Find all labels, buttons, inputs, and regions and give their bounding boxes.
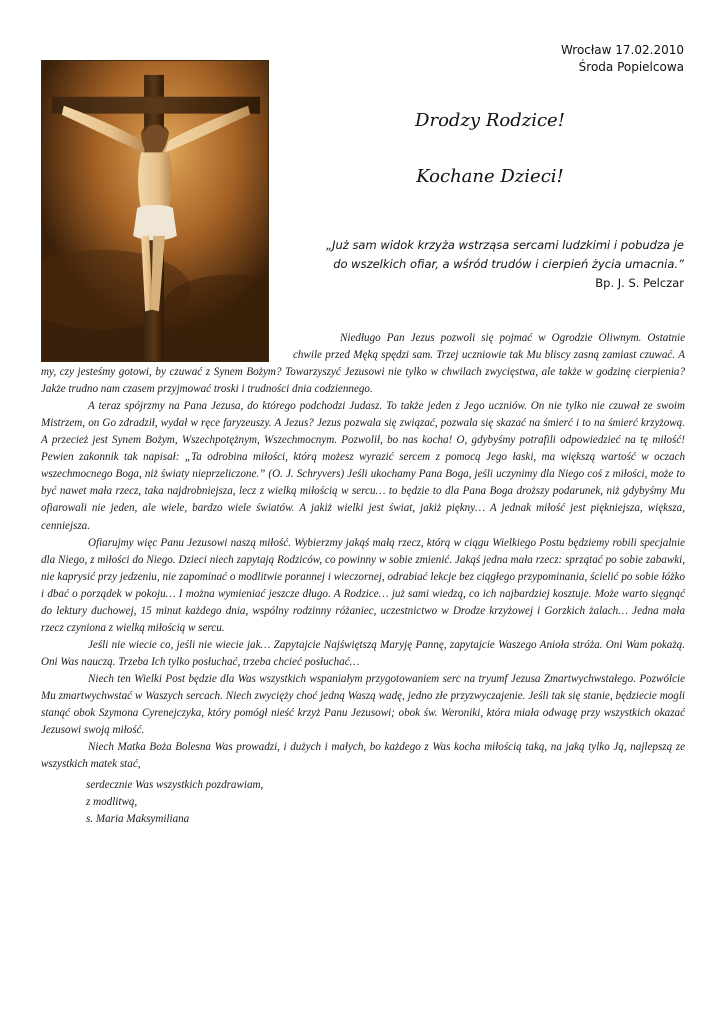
- quote-author: Bp. J. S. Pelczar: [595, 276, 684, 290]
- paragraph-6: Niech Matka Boża Bolesna Was prowadzi, i dużych i małych, bo każdego z Was kocha miłością taką, na jaką tylko Ją, najlepszą ze wszystkich matek stać,: [41, 741, 685, 771]
- place-date: Wrocław 17.02.2010: [560, 43, 684, 57]
- quote-line-1: „Już sam widok krzyża wstrząsa sercami ludzkimi i pobudza je: [326, 238, 684, 252]
- closing-greeting: serdecznie Was wszystkich pozdrawiam,: [86, 779, 264, 792]
- crucifix-painting: [41, 60, 269, 362]
- day-name: Środa Popielcowa: [578, 60, 684, 74]
- paragraph-2: A teraz spójrzmy na Pana Jezusa, do którego podchodzi Judasz. To także jeden z Jego uczniów. On nie tylko nie czuwał ze swoim Mistrzem, on Go zdradził, wydał w ręce faryzeuszy. A Jezus? Jezus pozwala się związać, pozwala się skazać na śmierć i to na śmierć krzyżową. A przecież jest Synem Bożym, Wszechpotężnym, Wszechmocnym. Pozwolił, bo nas kocha! O, gdybyśmy potrafili odpowiedzieć na tę miłość! Pewien zakonnik tak napisał: „Ta odrobina miłości, którą możesz wyrazić sercem z pomocą Jego łaski, ma większą wartość w oczach wszechmocnego Boga, niż światy nieprzeliczone.” (O. J. Schryvers) Jeśli ukochamy Pana Boga, jeśli uczynimy dla Niego coś z miłości, może to być nawet mała rzecz, taka najdrobniejsza, lecz z wielką miłością w sercu… to będzie to dla Pana Boga droższy podarunek, niż gdybyśmy Mu ofiarowali nie jeden, ale wiele, bardzo wiele światów. A jakiż wielki jest świat, jakiż piękny… A jednak miłość jest piękniejsza, większa, cenniejsza.: [41, 400, 685, 532]
- paragraph-4: Jeśli nie wiecie co, jeśli nie wiecie jak… Zapytajcie Najświętszą Maryję Pannę, zapytajcie Waszego Anioła stróża. Oni Wam pokażą. Oni Was nauczą. Trzeba Ich tylko posłuchać, trzeba chcieć posłuchać…: [41, 638, 685, 668]
- paragraph-3: Ofiarujmy więc Panu Jezusowi naszą miłość. Wybierzmy jakąś małą rzecz, którą w ciągu Wielkiego Postu będziemy robili specjalnie dla Niego, z miłości do Niego. Dzieci niech zapytają Rodziców, co powinny w sobie zmienić. Jakąś jedna mała rzecz: sprzątać po sobie zabawki, nie kaprysić przy jedzeniu, nie zapominać o modlitwie porannej i wieczornej, odrabiać lekcje bez ciągłego przypominania, ścielić po sobie łóżko i dbać o porządek w pokoju… I można wymieniać jeszcze długo. A Rodzice… już sami wiedzą, co ich najbardziej kosztuje. Może warto sięgnąć do lektury duchowej, 15 minut każdego dnia, wspólny rodzinny różaniec, uczestnictwo w Drodze krzyżowej i Gorzkich żalach… Jedna mała rzecz czyniona z wielką miłością w sercu.: [41, 536, 685, 634]
- paragraph-5: Niech ten Wielki Post będzie dla Was wszystkich wspaniałym przygotowaniem serc na tryumf Jezusa Zmartwychwstałego. Pozwólcie Mu zmartwychwstać w Waszych sercach. Niech zwycięży choć jedną Waszą wadę, jedno złe przyzwyczajenie. Jeśli tak się stanie, będziecie mogli stanąć obok Szymona Cyrenejczyka, który pomógł nieść krzyż Panu Jezusowi; obok św. Weroniki, która miała odwagę przy wszystkich okazać Jezusowi swoją miłość.: [41, 672, 685, 737]
- greeting-parents: Drodzy Rodzice!: [415, 110, 565, 131]
- epigraph-quote: [286, 236, 684, 293]
- letter-header: [561, 42, 684, 76]
- closing-block: [41, 777, 685, 828]
- greeting-children: Kochane Dzieci!: [416, 166, 564, 187]
- closing-prayer: z modlitwą,: [86, 796, 138, 809]
- image-wrap-space: [41, 330, 293, 362]
- paragraph-1: Niedługo Pan Jezus pozwoli się pojmać w Ogrodzie Oliwnym. Ostatnie chwile przed Męką spędzi sam. Trzej uczniowie tak Mu bliscy zasną zamiast czuwać. A my, czy jesteśmy gotowi, by czuwać z Synem Bożym? Towarzyszyć Jezusowi nie tylko w chwilach zwycięstwa, ale także w godzinę cierpienia? Jakże trudno nam czasem przyjmować troski i trudności dnia codziennego.: [41, 332, 685, 396]
- quote-line-2: do wszelkich ofiar, a wśród trudów i cierpień życia umacnia.”: [333, 257, 684, 271]
- signature: s. Maria Maksymiliana: [86, 813, 190, 826]
- crucifix-icon: [42, 61, 268, 361]
- letter-body: [41, 330, 685, 828]
